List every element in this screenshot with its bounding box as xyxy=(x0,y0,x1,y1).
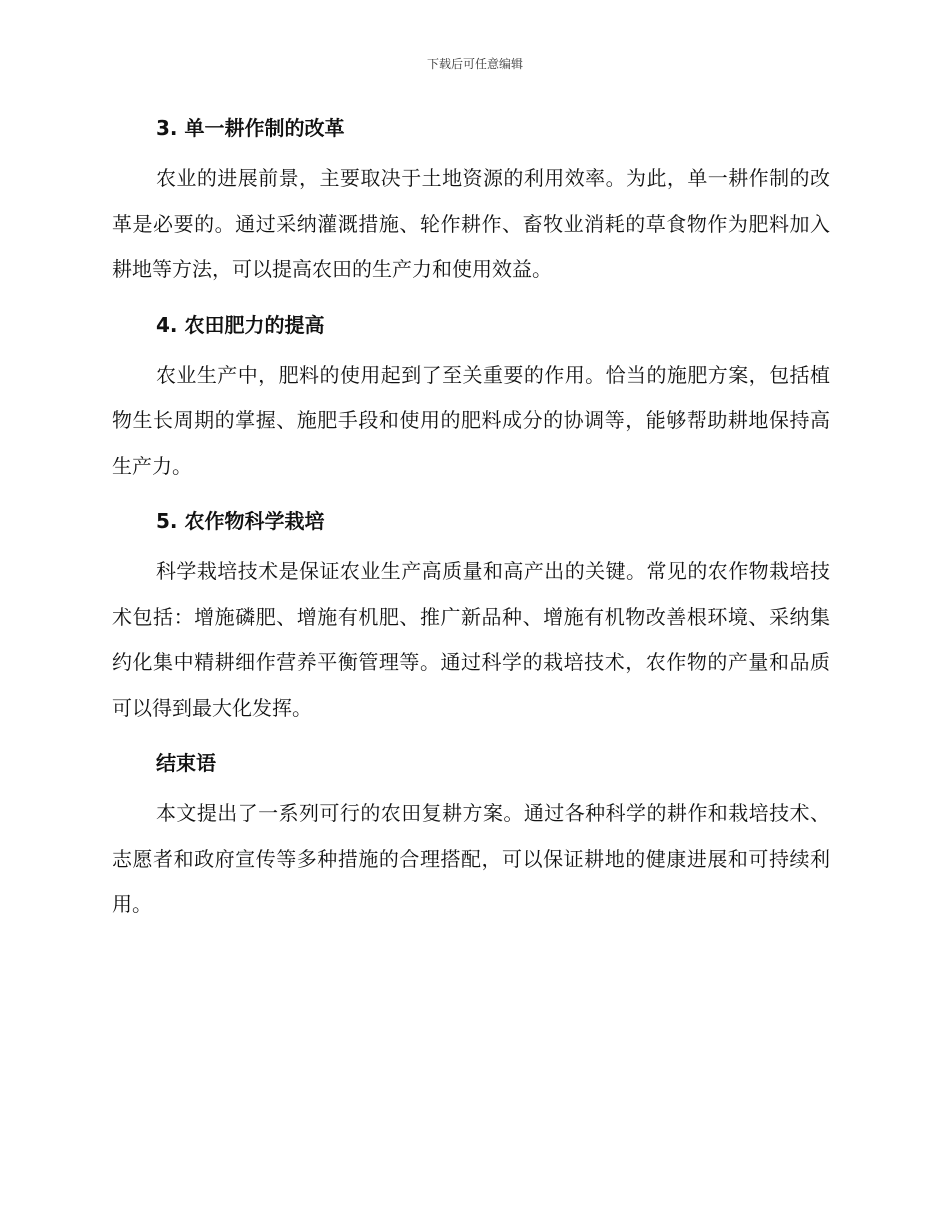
document-body xyxy=(112,112,830,938)
header-note: 下载后可任意编辑 xyxy=(426,57,523,71)
section-heading: 结束语 xyxy=(156,751,216,775)
section-heading: 3. 单一耕作制的改革 xyxy=(156,116,345,140)
section-heading: 5. 农作物科学栽培 xyxy=(156,509,325,533)
section-single-cropping-reform xyxy=(112,112,830,293)
section-paragraph: 农业生产中，肥料的使用起到了至关重要的作用。恰当的施肥方案，包括植物生长周期的掌握、施肥手段和使用的肥料成分的协调等，能够帮助耕地保持高生产力。 xyxy=(112,362,830,478)
section-paragraph: 科学栽培技术是保证农业生产高质量和高产出的关键。常见的农作物栽培技术包括：增施磷肥、增施有机肥、推广新品种、增施有机物改善根环境、采纳集约化集中精耕细作营养平衡管理等。通过科学的栽培技术，农作物的产量和品质可以得到最大化发挥。 xyxy=(112,559,830,720)
section-paragraph: 本文提出了一系列可行的农田复耕方案。通过各种科学的耕作和栽培技术、志愿者和政府宣传等多种措施的合理搭配，可以保证耕地的健康进展和可持续利用。 xyxy=(112,801,830,916)
section-scientific-cultivation xyxy=(112,505,830,731)
section-heading: 4. 农田肥力的提高 xyxy=(156,312,325,337)
section-paragraph: 农业的进展前景，主要取决于土地资源的利用效率。为此，单一耕作制的改革是必要的。通过采纳灌溉措施、轮作耕作、畜牧业消耗的草食物作为肥料加入耕地等方法，可以提高农田的生产力和使用效益。 xyxy=(112,166,830,281)
section-conclusion xyxy=(112,747,830,928)
section-soil-fertility xyxy=(112,309,830,490)
